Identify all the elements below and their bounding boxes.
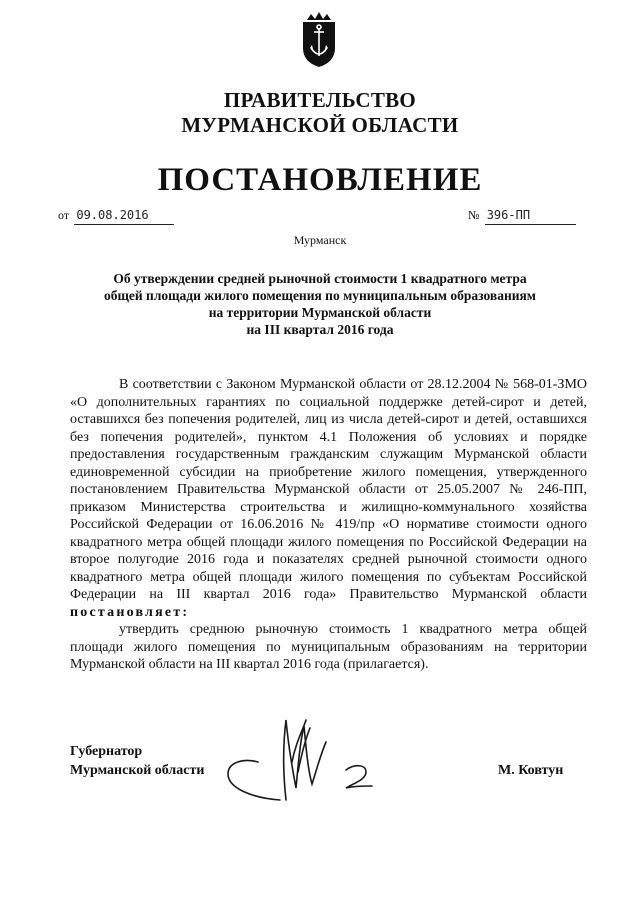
date-value: 09.08.2016	[74, 206, 174, 225]
coat-of-arms-icon	[299, 10, 339, 68]
document-number	[468, 206, 576, 225]
title-line: Об утверждении средней рыночной стоимости 1 квадратного метра	[113, 271, 527, 286]
document-title	[80, 270, 560, 338]
title-line: общей площади жилого помещения по муниципальным образованиям	[104, 288, 536, 303]
signer-position-line1: Губернатор	[70, 744, 143, 759]
date-prefix: от	[58, 208, 70, 222]
number-prefix: №	[468, 208, 480, 222]
organization-name-line2: МУРМАНСКОЙ ОБЛАСТИ	[181, 113, 459, 137]
title-line: на III квартал 2016 года	[246, 322, 394, 337]
document-type: ПОСТАНОВЛЕНИЕ	[157, 162, 483, 198]
resolution-paragraph: утвердить среднюю рыночную стоимость 1 квадратного метра общей площади жилого помещения по муниципальным образованиям на территории Мурманской области на III квартал 2016 года (прилагается).	[70, 622, 587, 672]
organization-name-line1: ПРАВИТЕЛЬСТВО	[223, 88, 417, 112]
signer-position	[70, 742, 204, 780]
signer-position-line2: Мурманской области	[70, 763, 205, 778]
signer-name: М. Ковтун	[498, 763, 564, 778]
preamble-text: В соответствии с Законом Мурманской области от 28.12.2004 № 568-01-ЗМО «О дополнительных гарантиях по социальной поддержке детей-сирот и детей, оставшихся без попечения родителей, лиц из числа детей-сирот и детей, оставшихся без попечения родителей», пунктом 4.1 Положения об условиях и порядке предоставления государственным гражданским служащим Мурманской области единовременной субсидии на приобретение жилого помещения, утвержденного постановлением Правительства Мурманской области от 25.05.2007 № 246-ПП, приказом Министерства строительства и жилищно-коммунального хозяйства Российской Федерации от 16.06.2016 № 419/пр «О нормативе стоимости одного квадратного метра общей площади жилого помещения по Российской Федерации на второе полугодие 2016 года и показателях средней рыночной стоимости одного квадратного метра общей площади жилого помещения по субъектам Российской Федерации на III квартал 2016 года» Правительство Мурманской области	[70, 377, 587, 602]
handwritten-signature	[222, 712, 402, 802]
decree-word: постановляет:	[70, 604, 190, 620]
document-body	[70, 376, 587, 674]
number-value: 396-ПП	[485, 206, 576, 225]
city: Мурманск	[293, 233, 347, 247]
document-date	[58, 206, 174, 225]
title-line: на территории Мурманской области	[208, 305, 432, 320]
preamble-paragraph	[70, 376, 587, 621]
